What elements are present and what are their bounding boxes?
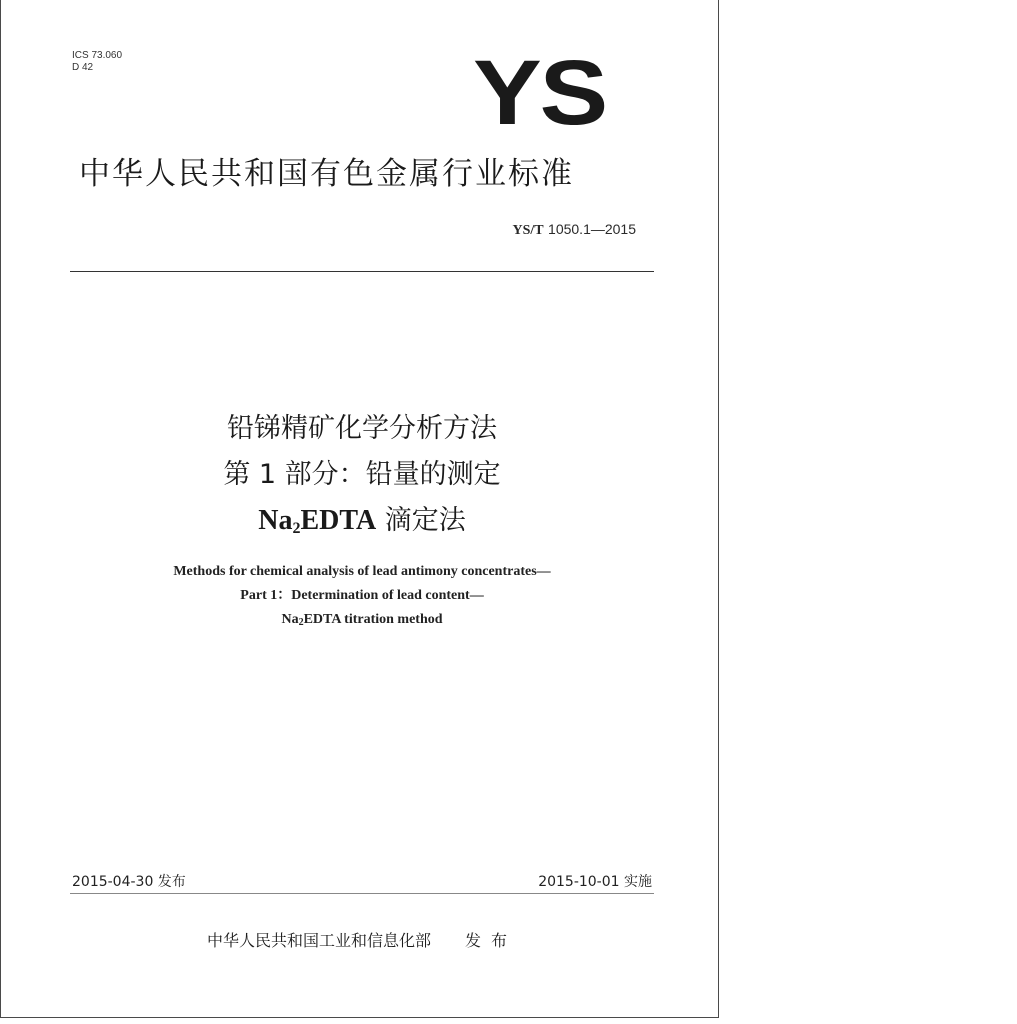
formula-subscript: 2	[292, 520, 301, 537]
standard-prefix: YS/T	[512, 223, 544, 238]
english-formula-tail: EDTA titration method	[303, 612, 443, 627]
ics-code: ICS 73.060	[72, 50, 123, 61]
header-divider	[70, 271, 654, 272]
industry-standard-title: 中华人民共和国有色金属行业标准	[79, 156, 574, 192]
formula-main: Na	[258, 505, 293, 536]
standard-number	[512, 220, 636, 240]
chinese-title-line2: 第 1 部分：铅量的测定	[223, 459, 501, 490]
english-title-line3	[70, 608, 654, 635]
english-title	[70, 560, 654, 635]
method-name: 滴定法	[376, 505, 466, 536]
english-title-line1: Methods for chemical analysis of lead antimony concentrates—	[173, 564, 551, 579]
formula-tail: EDTA	[300, 505, 377, 536]
english-formula-subscript: 2	[298, 617, 304, 628]
chinese-title-line3	[70, 498, 654, 552]
issue-date: 2015-04-30 发布	[72, 874, 186, 890]
ccs-code: D 42	[72, 62, 94, 73]
ys-logo: YS	[473, 42, 606, 144]
publisher-name: 中华人民共和国工业和信息化部	[206, 931, 431, 950]
english-title-line2: Part 1：Determination of lead content—	[240, 588, 484, 603]
chinese-title-line1: 铅锑精矿化学分析方法	[227, 413, 497, 444]
publisher	[70, 930, 654, 952]
english-formula-main: Na	[281, 612, 299, 627]
classification-codes	[72, 50, 122, 74]
standard-code: 1050.1—2015	[548, 221, 636, 237]
chinese-title	[70, 406, 654, 552]
footer-divider	[70, 893, 654, 894]
implementation-date: 2015-10-01 实施	[538, 874, 652, 890]
publish-label: 发布	[465, 931, 518, 950]
